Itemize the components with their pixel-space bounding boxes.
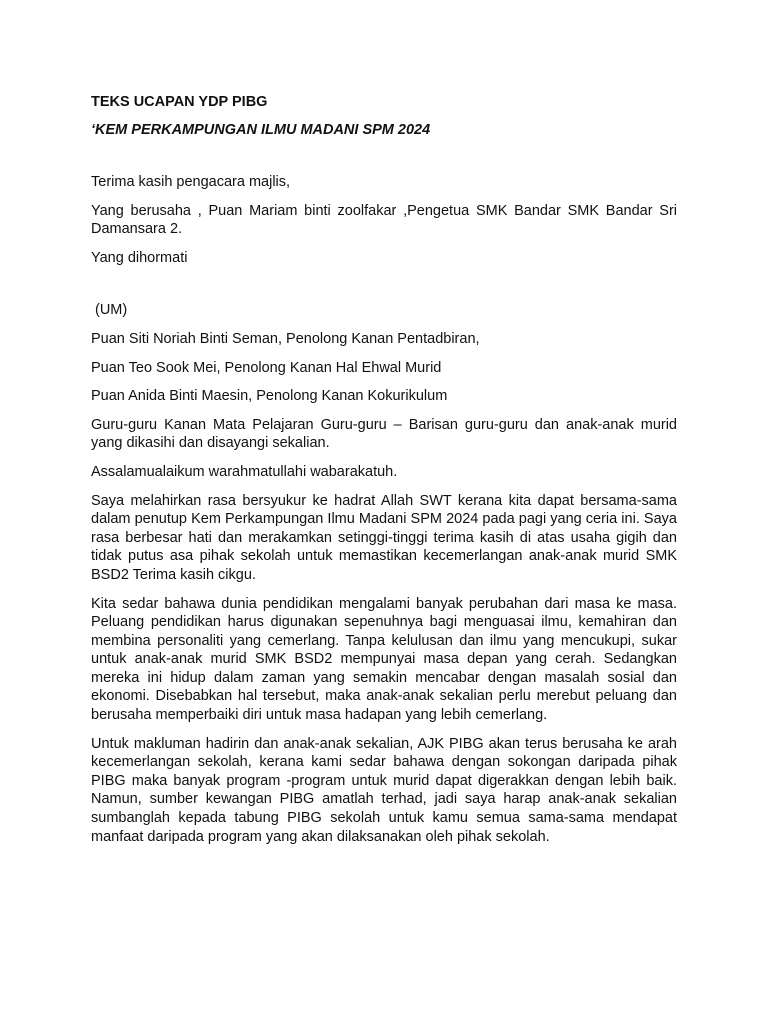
respected-line: Yang berusaha , Puan Mariam binti zoolfakar ,Pengetua SMK Bandar SMK Bandar Sri Damansara 2. (91, 202, 677, 238)
document-title: TEKS UCAPAN YDP PIBG (91, 94, 268, 110)
um-label: (UM) (95, 302, 128, 319)
document-subtitle: ‘KEM PERKAMPUNGAN ILMU MADANI SPM 2024 (91, 122, 431, 138)
salam-line: Assalamualaikum warahmatullahi wabarakatuh. (91, 463, 398, 480)
body-paragraph: Untuk makluman hadirin dan anak-anak sekalian, AJK PIBG akan terus berusaha ke arah kecemerlangan sekolah, kerana kami sedar bahawa dengan sokongan daripada pihak PIBG maka banyak program -program untuk murid dapat digerakkan dengan lebih baik. Namun, sumber kewangan PIBG amatlah terhad, jadi saya harap anak-anak sekalian sumbanglah kepada tabung PIBG sekolah untuk kamu semua sama-sama mendapat manfaat daripada program yang akan dilaksanakan oleh pihak sekolah. (91, 735, 677, 845)
teachers-line: Guru-guru Kanan Mata Pelajaran Guru-guru – Barisan guru-guru dan anak-anak murid yang dikasihi dan disayangi sekalian. (91, 416, 677, 452)
guest-line: Puan Teo Sook Mei, Penolong Kanan Hal Ehwal Murid (91, 359, 442, 376)
body-paragraph: Saya melahirkan rasa bersyukur ke hadrat Allah SWT kerana kita dapat bersama-sama dalam penutup Kem Perkampungan Ilmu Madani SPM 2024 pada pagi yang ceria ini. Saya rasa berbesar hati dan merakamkan setinggi-tinggi terima kasih di atas usaha gigih dan tidak putus asa pihak sekolah untuk memastikan kecemerlangan anak-anak murid SMK BSD2 Terima kasih cikgu. (91, 492, 677, 583)
guest-line: Puan Siti Noriah Binti Seman, Penolong Kanan Pentadbiran, (91, 330, 480, 347)
document-page (91, 93, 677, 856)
greeting-line: Terima kasih pengacara majlis, (91, 174, 291, 190)
honoured-label: Yang dihormati (91, 249, 188, 266)
body-paragraph: Kita sedar bahawa dunia pendidikan mengalami banyak perubahan dari masa ke masa. Peluang pendidikan harus digunakan sepenuhnya bagi menguasai ilmu, kemahiran dan membina personaliti yang cemerlang. Tanpa kelulusan dan ilmu yang mencukupi, sukar untuk anak-anak murid SMK BSD2 mempunyai masa depan yang cerah. Sedangkan mereka ini hidup dalam zaman yang semakin mencabar dengan masalah sosial dan ekonomi. Disebabkan hal tersebut, maka anak-anak sekalian perlu merebut peluang dan berusaha memperbaiki diri untuk masa hadapan yang lebih cemerlang. (91, 595, 677, 724)
guest-line: Puan Anida Binti Maesin, Penolong Kanan Kokurikulum (91, 388, 448, 405)
